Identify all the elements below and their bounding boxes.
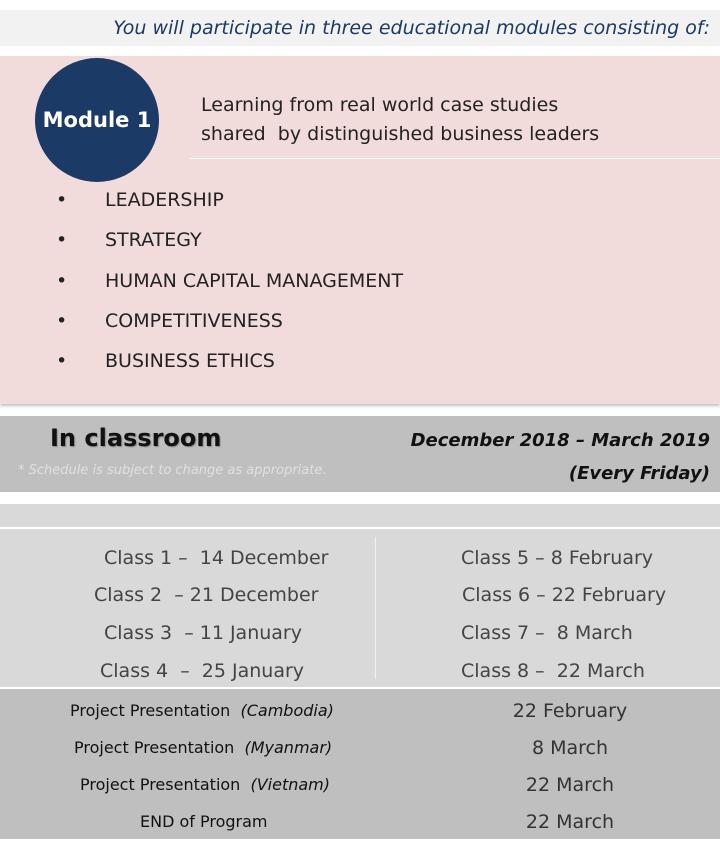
module-description bbox=[201, 91, 599, 149]
classroom-title: In classroom bbox=[50, 424, 222, 452]
schedule-note: * Schedule is subject to change as appropriate. bbox=[18, 463, 327, 478]
project-schedule bbox=[0, 689, 720, 839]
bullet-icon: • bbox=[56, 229, 68, 252]
project-row-date: 22 March bbox=[525, 774, 615, 796]
class-item: Class 1 – 14 December bbox=[104, 547, 329, 569]
class-item: Class 8 – 22 March bbox=[461, 660, 645, 682]
class-item: Class 4 – 25 January bbox=[100, 660, 305, 682]
class-item: Class 7 – 8 March bbox=[461, 622, 633, 644]
module-panel: Module 1 Learning from real world case studies shared by distinguished business leaders • LEADERSHIP • STRATEGY • HUMAN CAPITAL MANAGEMENT • COMPETITIVENESS • BUSINESS ETHICS bbox=[0, 56, 720, 404]
intro-banner: You will participate in three educational modules consisting of: bbox=[0, 10, 720, 46]
class-item: Class 5 – 8 February bbox=[461, 547, 654, 569]
class-item: Class 6 – 22 February bbox=[462, 584, 667, 606]
class-item: Class 3 – 11 January bbox=[104, 622, 302, 644]
bullet-icon: • bbox=[56, 189, 68, 211]
program-frequency: (Every Friday) bbox=[568, 463, 710, 484]
module-description-line1: Learning from real world case studies bbox=[201, 94, 559, 116]
module-description-line2: shared by distinguished business leaders bbox=[201, 123, 600, 145]
class-item: Class 2 – 21 December bbox=[94, 584, 319, 606]
classroom-header bbox=[0, 416, 720, 492]
project-row-label: Project Presentation (Cambodia) bbox=[70, 701, 334, 720]
column-divider bbox=[375, 537, 376, 679]
project-row-label: END of Program bbox=[140, 812, 268, 831]
project-row-label: Project Presentation (Vietnam) bbox=[80, 775, 331, 794]
separator-band bbox=[0, 504, 720, 527]
class-schedule bbox=[0, 529, 720, 687]
module-badge: Module 1 bbox=[35, 58, 159, 182]
description-divider bbox=[190, 158, 720, 159]
project-row-label: Project Presentation (Myanmar) bbox=[74, 738, 333, 757]
project-row-date: 22 March bbox=[525, 811, 615, 833]
bullet-icon: • bbox=[56, 309, 68, 332]
program-dates: December 2018 – March 2019 bbox=[410, 430, 710, 451]
project-row-date: 8 March bbox=[531, 737, 609, 759]
project-row-date: 22 February bbox=[512, 700, 628, 722]
bullet-icon: • bbox=[56, 350, 68, 373]
bullet-icon: • bbox=[56, 269, 68, 292]
